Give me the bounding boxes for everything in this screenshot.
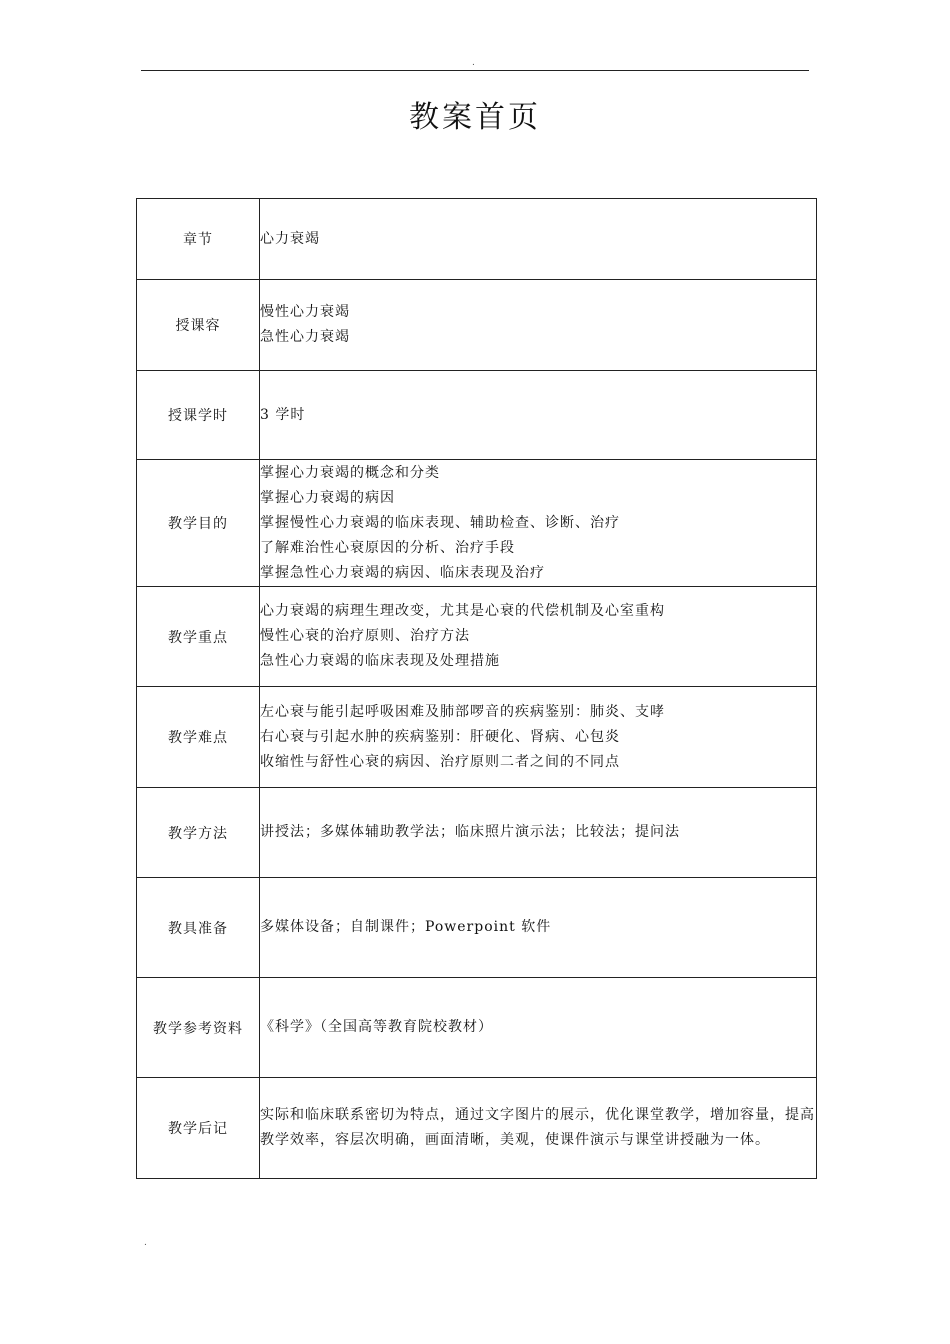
table-row-difficult-points (137, 687, 817, 788)
content-line: 多媒体设备；自制课件；Powerpoint 软件 (260, 919, 552, 935)
row-label: 教学难点 (137, 687, 260, 788)
footer-mark: . (144, 1238, 147, 1248)
row-content (260, 460, 817, 587)
content-line: 掌握慢性心力衰竭的临床表现、辅助检查、诊断、治疗 (260, 514, 620, 531)
row-label: 授课学时 (137, 371, 260, 460)
row-content (260, 371, 817, 460)
content-line: 收缩性与舒性心衰的病因、治疗原则二者之间的不同点 (260, 753, 620, 770)
table-row-teaching-objectives (137, 460, 817, 587)
lesson-plan-table (136, 198, 817, 1179)
table-row-teaching-notes (137, 1078, 817, 1179)
row-label: 教学参考资料 (137, 978, 260, 1078)
page-title: 教案首页 (409, 100, 541, 135)
content-line: 慢性心力衰竭 (260, 304, 350, 320)
content-line: 3 学时 (260, 406, 306, 423)
row-content (260, 687, 817, 788)
table-row-key-points (137, 587, 817, 687)
row-label: 教学目的 (137, 460, 260, 587)
content-line: 右心衰与引起水肿的疾病鉴别：肝硬化、肾病、心包炎 (260, 728, 620, 745)
row-label: 教具准备 (137, 878, 260, 978)
table-row-teaching-aids (137, 878, 817, 978)
content-line: 心力衰竭 (260, 230, 320, 247)
content-line: 急性心力衰竭的临床表现及处理措施 (260, 653, 500, 669)
table-row-teaching-methods (137, 788, 817, 878)
row-content (260, 587, 817, 687)
content-line: 慢性心衰的治疗原则、治疗方法 (260, 628, 470, 644)
row-content (260, 878, 817, 978)
row-label: 教学后记 (137, 1078, 260, 1179)
row-label: 章节 (137, 199, 260, 280)
content-line: 心力衰竭的病理生理改变，尤其是心衰的代偿机制及心室重构 (260, 603, 665, 619)
content-line: 讲授法；多媒体辅助教学法；临床照片演示法；比较法；提问法 (260, 824, 680, 840)
row-content (260, 1078, 817, 1179)
header-mark: . (472, 58, 475, 68)
row-label: 教学方法 (137, 788, 260, 878)
row-content (260, 788, 817, 878)
row-content (260, 280, 817, 371)
table-row-references (137, 978, 817, 1078)
table-row-course-content (137, 280, 817, 371)
table-row-chapter (137, 199, 817, 280)
content-line: 了解难治性心衰原因的分析、治疗手段 (260, 539, 515, 556)
row-content (260, 199, 817, 280)
content-line: 掌握急性心力衰竭的病因、临床表现及治疗 (260, 564, 545, 581)
row-label: 教学重点 (137, 587, 260, 687)
header-rule (141, 70, 809, 71)
content-line: 急性心力衰竭 (260, 329, 350, 345)
content-line: 掌握心力衰竭的病因 (260, 489, 395, 506)
content-line: 《科学》（全国高等教育院校教材） (260, 1019, 493, 1035)
row-label: 授课容 (137, 280, 260, 371)
content-line: 掌握心力衰竭的概念和分类 (260, 464, 440, 481)
content-line: 实际和临床联系密切为特点，通过文字图片的展示，优化课堂教学，增加容量，提高教学效率，容层次明确，画面清晰，美观，使课件演示与课堂讲授融为一体。 (260, 1107, 815, 1148)
table-row-course-hours (137, 371, 817, 460)
row-content (260, 978, 817, 1078)
content-line: 左心衰与能引起呼吸困难及肺部啰音的疾病鉴别：肺炎、支哮 (260, 703, 665, 720)
